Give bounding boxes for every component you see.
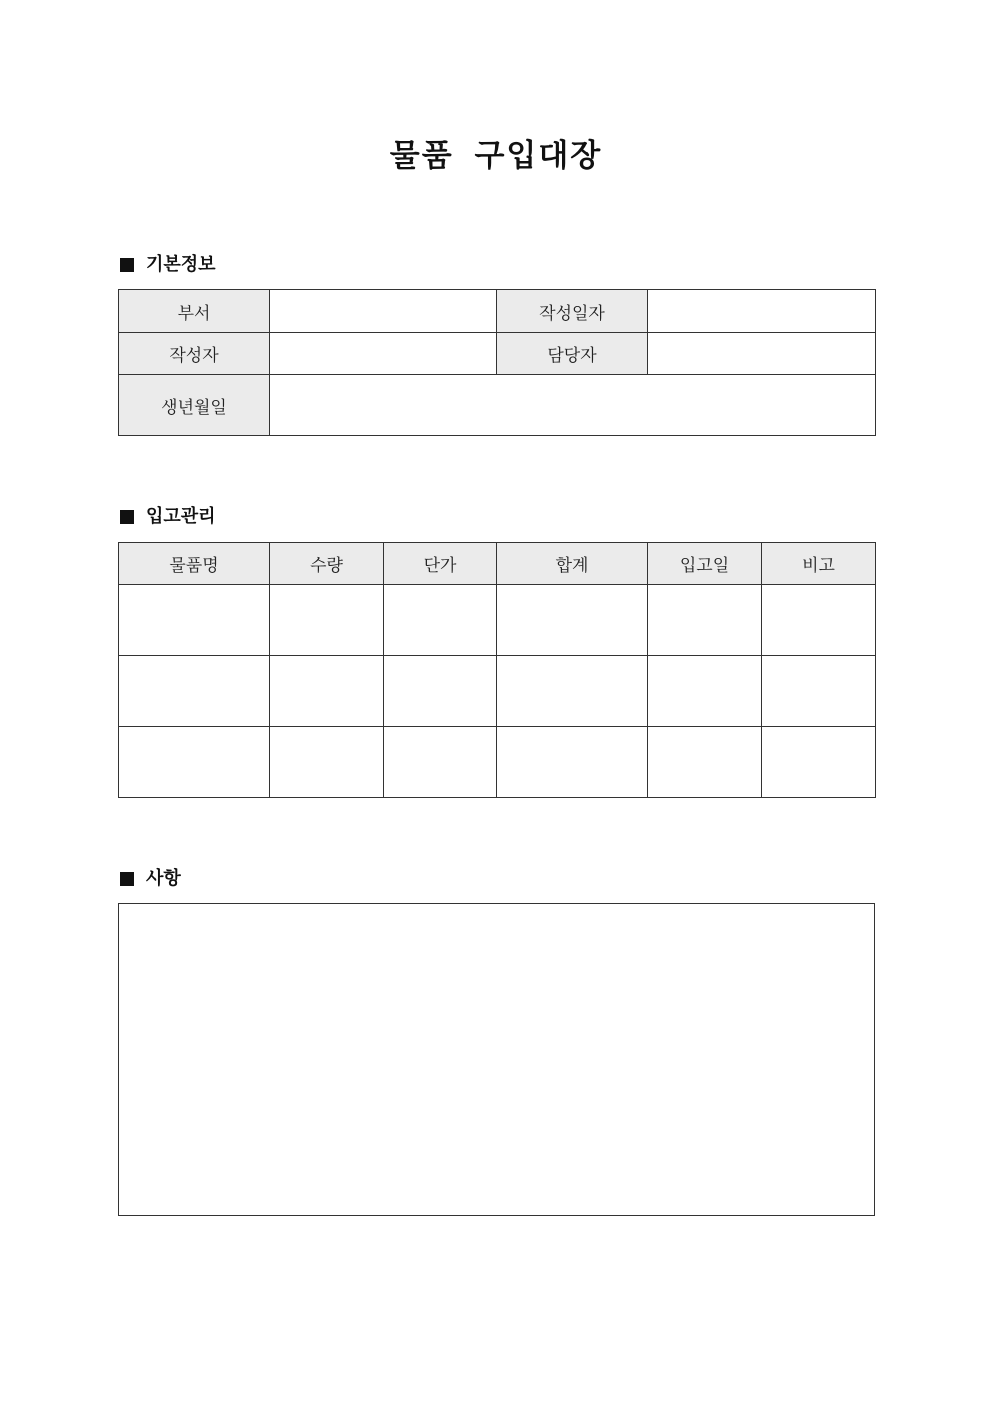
black-square-icon (120, 258, 134, 272)
birthdate-label: 생년월일 (119, 375, 270, 436)
section-heading-label: 입고관리 (146, 506, 216, 527)
column-header-total: 합계 (497, 543, 648, 585)
birthdate-field[interactable] (270, 375, 876, 436)
remarks-cell[interactable] (762, 585, 876, 656)
total-cell[interactable] (497, 727, 648, 798)
notes-field[interactable] (118, 903, 875, 1216)
unit-price-cell[interactable] (384, 585, 497, 656)
column-header-remarks: 비고 (762, 543, 876, 585)
table-row (119, 333, 876, 375)
date-written-label: 작성일자 (497, 290, 648, 333)
table-row (119, 727, 876, 798)
section-heading-basic-info (118, 253, 216, 277)
item-name-cell[interactable] (119, 585, 270, 656)
quantity-cell[interactable] (270, 585, 384, 656)
item-name-cell[interactable] (119, 727, 270, 798)
quantity-cell[interactable] (270, 656, 384, 727)
section-heading-receiving (118, 505, 216, 529)
section-heading-notes (118, 867, 181, 891)
date-written-field[interactable] (648, 290, 876, 333)
page-title: 물품 구입대장 (389, 138, 603, 174)
remarks-cell[interactable] (762, 656, 876, 727)
basic-info-table (118, 289, 876, 436)
receipt-date-cell[interactable] (648, 656, 762, 727)
receipt-date-cell[interactable] (648, 585, 762, 656)
table-row (119, 375, 876, 436)
section-heading-label: 사항 (146, 868, 181, 889)
receiving-table (118, 542, 876, 798)
total-cell[interactable] (497, 656, 648, 727)
column-header-receipt-date: 입고일 (648, 543, 762, 585)
item-name-cell[interactable] (119, 656, 270, 727)
table-row (119, 585, 876, 656)
unit-price-cell[interactable] (384, 727, 497, 798)
column-header-quantity: 수량 (270, 543, 384, 585)
author-label: 작성자 (119, 333, 270, 375)
unit-price-cell[interactable] (384, 656, 497, 727)
table-row (119, 656, 876, 727)
column-header-item-name: 물품명 (119, 543, 270, 585)
department-label: 부서 (119, 290, 270, 333)
table-header-row (119, 543, 876, 585)
black-square-icon (120, 872, 134, 886)
department-field[interactable] (270, 290, 497, 333)
remarks-cell[interactable] (762, 727, 876, 798)
black-square-icon (120, 510, 134, 524)
manager-field[interactable] (648, 333, 876, 375)
total-cell[interactable] (497, 585, 648, 656)
quantity-cell[interactable] (270, 727, 384, 798)
table-row (119, 290, 876, 333)
author-field[interactable] (270, 333, 497, 375)
receipt-date-cell[interactable] (648, 727, 762, 798)
column-header-unit-price: 단가 (384, 543, 497, 585)
section-heading-label: 기본정보 (146, 254, 216, 275)
manager-label: 담당자 (497, 333, 648, 375)
